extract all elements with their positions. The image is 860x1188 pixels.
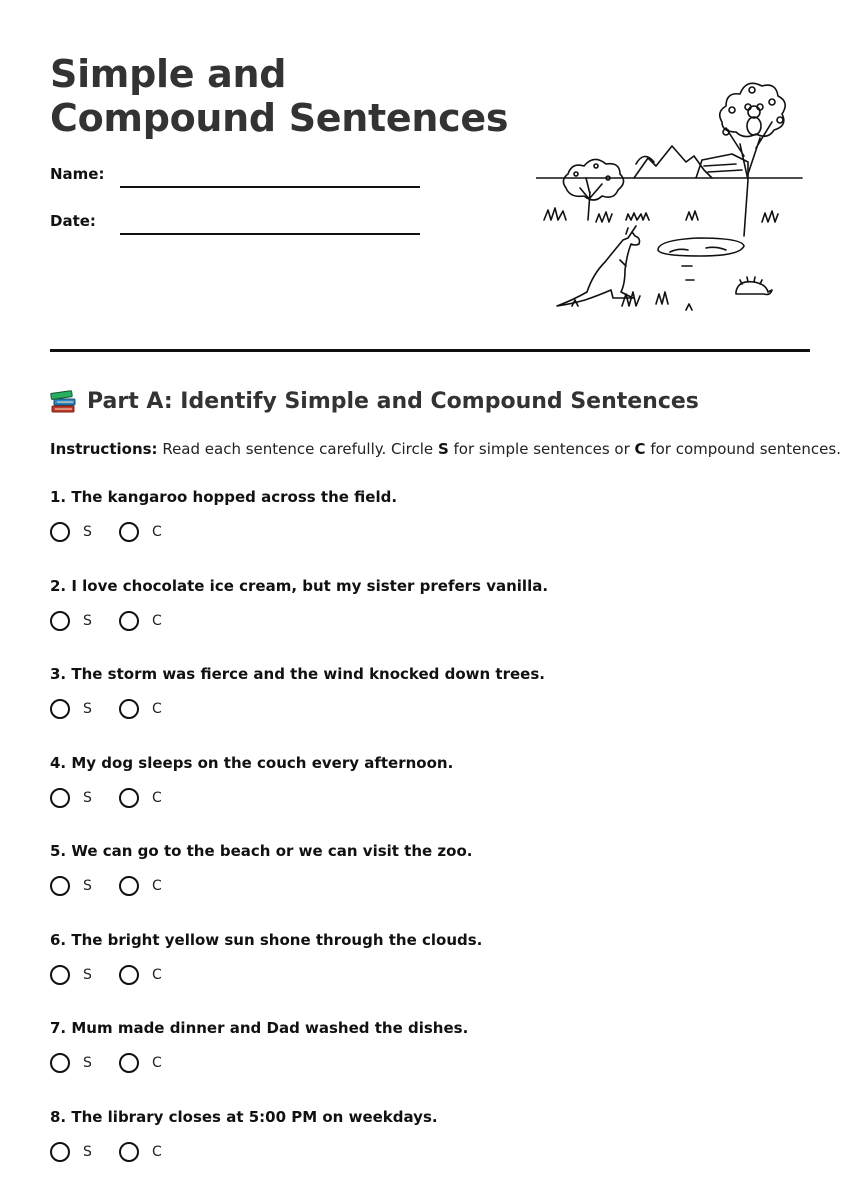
question-item xyxy=(50,1108,810,1188)
option-circle-simple[interactable] xyxy=(50,788,70,808)
option-circle-compound[interactable] xyxy=(119,965,139,985)
question-text: 1. The kangaroo hopped across the field. xyxy=(50,488,398,506)
instructions xyxy=(50,440,841,458)
question-text: 4. My dog sleeps on the couch every afternoon. xyxy=(50,753,454,772)
instructions-text-2: for simple sentences or xyxy=(448,440,635,458)
option-circle-compound[interactable] xyxy=(119,1142,139,1162)
option-simple[interactable] xyxy=(50,697,92,721)
option-circle-simple[interactable] xyxy=(50,611,70,631)
option-label-compound: C xyxy=(152,878,162,894)
question-item xyxy=(50,931,810,1011)
option-circle-compound[interactable] xyxy=(119,522,139,542)
option-simple[interactable] xyxy=(50,609,92,633)
option-compound[interactable] xyxy=(119,874,162,898)
part-a-heading-text: Part A: Identify Simple and Compound Sentences xyxy=(87,388,699,414)
header-divider xyxy=(50,349,810,352)
date-line[interactable] xyxy=(120,233,420,235)
option-simple[interactable] xyxy=(50,963,92,987)
option-circle-compound[interactable] xyxy=(119,699,139,719)
option-circle-compound[interactable] xyxy=(119,1053,139,1073)
option-circle-simple[interactable] xyxy=(50,1142,70,1162)
option-circle-simple[interactable] xyxy=(50,522,70,542)
option-simple[interactable] xyxy=(50,520,92,544)
option-label-compound: C xyxy=(152,701,162,717)
option-compound[interactable] xyxy=(119,963,162,987)
option-compound[interactable] xyxy=(119,1051,162,1075)
option-circle-compound[interactable] xyxy=(119,788,139,808)
echidna xyxy=(736,277,772,295)
option-circle-simple[interactable] xyxy=(50,1053,70,1073)
option-label-compound: C xyxy=(152,524,162,540)
date-label: Date: xyxy=(50,212,96,230)
option-label-compound: C xyxy=(152,612,162,629)
option-compound[interactable] xyxy=(119,520,162,544)
option-label-simple: S xyxy=(83,701,92,717)
outback-illustration xyxy=(536,70,806,318)
option-circle-compound[interactable] xyxy=(119,876,139,896)
books-icon xyxy=(50,388,78,414)
question-text: 2. I love chocolate ice cream, but my sister prefers vanilla. xyxy=(50,576,549,595)
option-label-simple: S xyxy=(83,524,92,540)
question-item xyxy=(50,1019,810,1099)
question-text: 5. We can go to the beach or we can visit the zoo. xyxy=(50,842,473,860)
instructions-text-3: for compound sentences. xyxy=(645,440,841,458)
option-compound[interactable] xyxy=(119,609,162,633)
option-label-simple: S xyxy=(83,612,92,629)
question-item xyxy=(50,842,810,922)
worksheet-title: Simple and Compound Sentences xyxy=(50,52,509,140)
question-text: 3. The storm was fierce and the wind knocked down trees. xyxy=(50,665,545,683)
option-simple[interactable] xyxy=(50,786,92,810)
option-simple[interactable] xyxy=(50,874,92,898)
option-compound[interactable] xyxy=(119,786,162,810)
question-item xyxy=(50,665,810,745)
option-circle-compound[interactable] xyxy=(119,611,139,631)
bush-tree xyxy=(563,159,623,220)
option-label-compound: C xyxy=(152,789,162,806)
kangaroo xyxy=(557,226,640,306)
part-a-heading xyxy=(50,388,699,414)
instructions-c: C xyxy=(634,440,646,458)
question-text: 8. The library closes at 5:00 PM on weekdays. xyxy=(50,1107,438,1126)
instructions-prefix: Instructions: xyxy=(50,440,158,458)
name-label: Name: xyxy=(50,165,105,183)
option-label-simple: S xyxy=(83,966,92,983)
question-text: 7. Mum made dinner and Dad washed the dishes. xyxy=(50,1019,469,1037)
option-circle-simple[interactable] xyxy=(50,965,70,985)
gum-tree-koala xyxy=(720,83,785,236)
option-label-simple: S xyxy=(83,789,92,806)
option-simple[interactable] xyxy=(50,1051,92,1075)
option-label-compound: C xyxy=(152,1055,162,1071)
option-compound[interactable] xyxy=(119,697,162,721)
option-label-simple: S xyxy=(83,1055,92,1071)
option-label-compound: C xyxy=(152,1143,162,1160)
instructions-text-1: Read each sentence carefully. Circle xyxy=(157,440,438,458)
name-line[interactable] xyxy=(120,186,420,188)
option-simple[interactable] xyxy=(50,1140,92,1164)
question-item xyxy=(50,754,810,834)
option-label-simple: S xyxy=(83,1143,92,1160)
instructions-s: S xyxy=(437,440,449,458)
option-circle-simple[interactable] xyxy=(50,876,70,896)
option-label-compound: C xyxy=(152,966,162,983)
option-compound[interactable] xyxy=(119,1140,162,1164)
question-item xyxy=(50,488,810,568)
question-item xyxy=(50,577,810,657)
option-label-simple: S xyxy=(83,878,92,894)
option-circle-simple[interactable] xyxy=(50,699,70,719)
question-text: 6. The bright yellow sun shone through the clouds. xyxy=(50,930,483,949)
